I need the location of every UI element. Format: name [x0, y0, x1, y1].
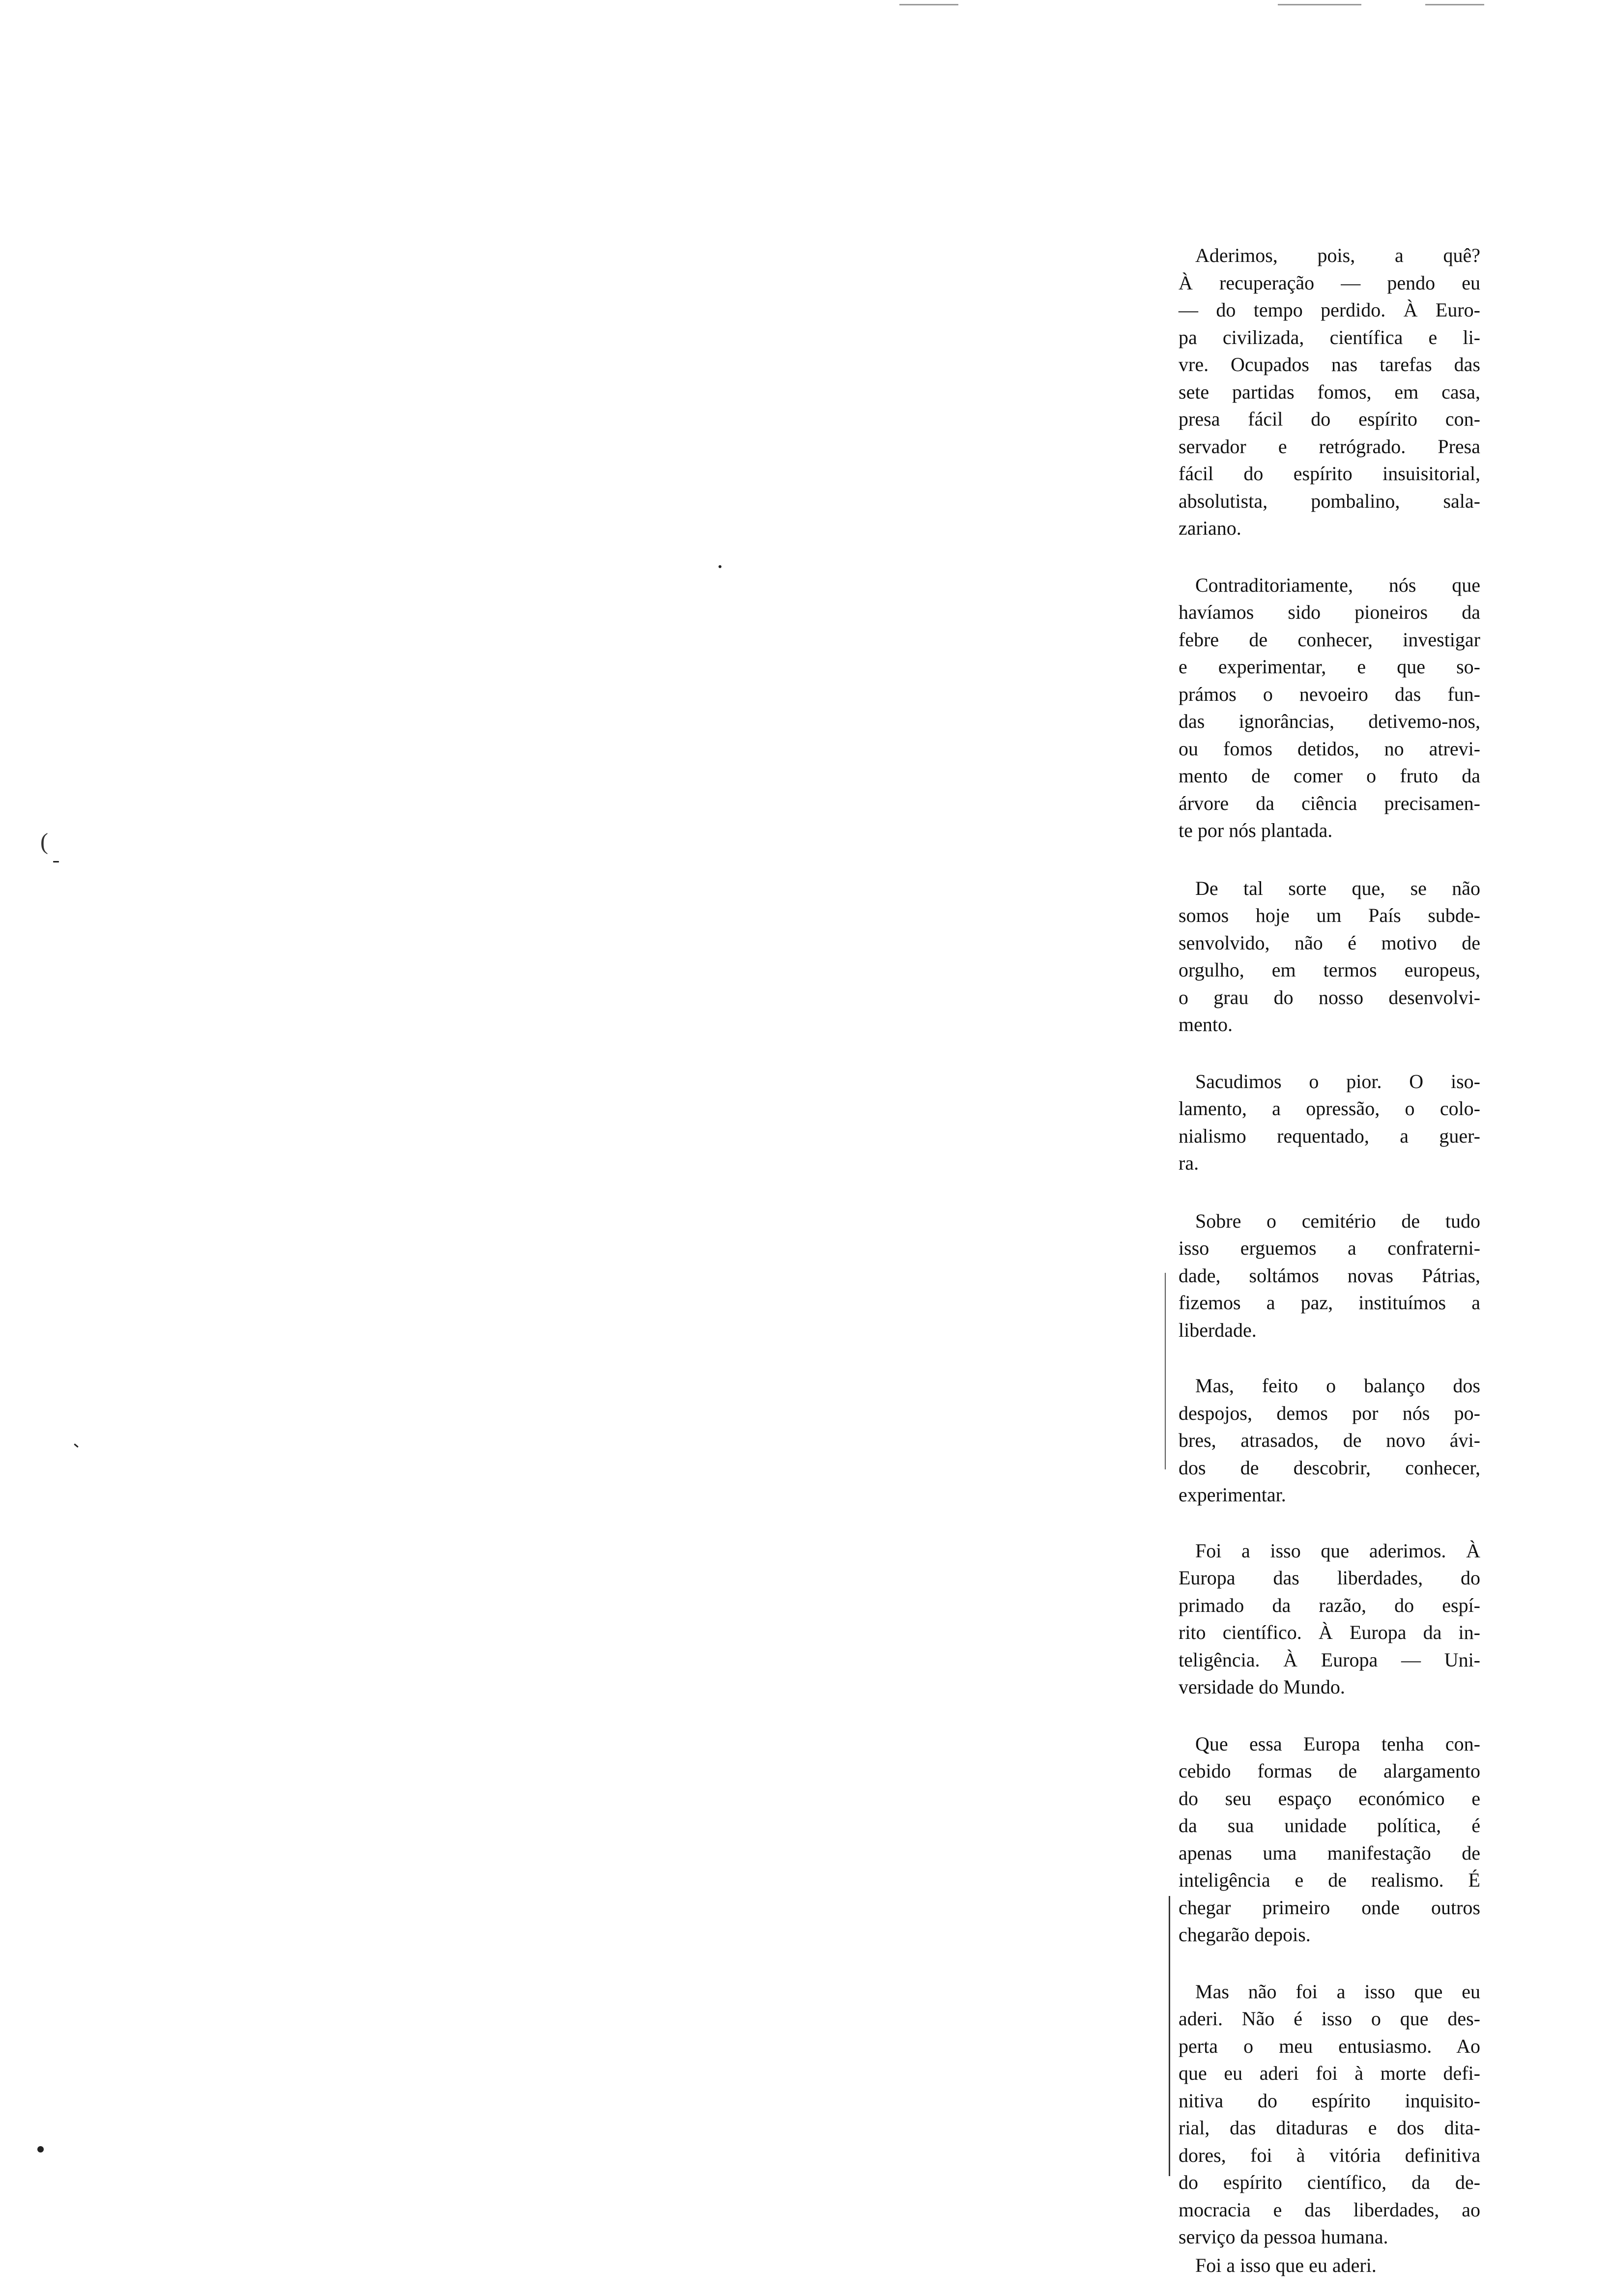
text-line: vre. Ocupados nas tarefas das: [1179, 353, 1480, 375]
text-line: despojos, demos por nós po-: [1179, 1402, 1480, 1424]
text-line: das ignorâncias, detivemo-nos,: [1179, 710, 1480, 732]
text-line: fizemos a paz, instituímos a: [1179, 1292, 1480, 1314]
text-line: — do tempo perdido. À Euro-: [1179, 299, 1480, 321]
text-line: mocracia e das liberdades, ao: [1179, 2198, 1480, 2221]
text-line: absolutista, pombalino, sala-: [1179, 489, 1480, 512]
text-line: mento de comer o fruto da: [1179, 765, 1480, 787]
article-column: [1179, 242, 1480, 2279]
scan-edge-line: [1278, 4, 1361, 5]
text-line: perta o meu entusiasmo. Ao: [1179, 2035, 1480, 2057]
text-line: ou fomos detidos, no atrevi-: [1179, 737, 1480, 760]
text-line: rito científico. À Europa da in-: [1179, 1621, 1480, 1643]
text-line: senvolvido, não é motivo de: [1179, 931, 1480, 954]
text-line: nitiva do espírito inquisito-: [1179, 2089, 1480, 2112]
scan-speck: [719, 565, 721, 568]
text-line: Sacudimos o pior. O iso-: [1195, 1070, 1480, 1092]
text-line: Contraditoriamente, nós que: [1195, 574, 1480, 596]
text-line: zariano.: [1179, 517, 1241, 539]
text-line: pa civilizada, científica e li-: [1179, 326, 1480, 348]
text-line: Mas, feito o balanço dos: [1195, 1375, 1480, 1397]
text-line: Europa das liberdades, do: [1179, 1567, 1480, 1589]
text-line: Que essa Europa tenha con-: [1195, 1732, 1480, 1755]
text-line: dade, soltámos novas Pátrias,: [1179, 1264, 1480, 1287]
text-line: aderi. Não é isso o que des-: [1179, 2008, 1480, 2030]
scan-speck: [53, 861, 59, 862]
text-line: do seu espaço económico e: [1179, 1787, 1480, 1809]
text-line: rial, das ditaduras e dos dita-: [1179, 2117, 1480, 2139]
scan-edge-line: [899, 4, 958, 5]
text-line: somos hoje um País subde-: [1179, 904, 1480, 926]
text-line: chegar primeiro onde outros: [1179, 1896, 1480, 1919]
text-line: inteligência e de realismo. É: [1179, 1869, 1480, 1891]
text-line: o grau do nosso desenvolvi-: [1179, 986, 1480, 1008]
text-line: orgulho, em termos europeus,: [1179, 959, 1480, 981]
text-line: árvore da ciência precisamen-: [1179, 792, 1480, 814]
text-line: havíamos sido pioneiros da: [1179, 601, 1480, 623]
text-line: dos de descobrir, conhecer,: [1179, 1456, 1480, 1479]
text-line: bres, atrasados, de novo ávi-: [1179, 1429, 1480, 1451]
text-line: lamento, a opressão, o colo-: [1179, 1097, 1480, 1119]
text-line: Foi a isso que eu aderi.: [1195, 2254, 1377, 2276]
text-line: servador e retrógrado. Presa: [1179, 435, 1480, 458]
text-line: teligência. À Europa — Uni-: [1179, 1648, 1480, 1671]
text-line: primado da razão, do espí-: [1179, 1594, 1480, 1616]
article-paragraph: [1179, 1207, 1480, 1344]
article-paragraph: [1179, 1978, 1480, 2251]
text-line: serviço da pessoa humana.: [1179, 2226, 1388, 2248]
column-margin-rule: [1165, 1273, 1166, 1469]
text-line: sete partidas fomos, em casa,: [1179, 380, 1480, 403]
text-line: presa fácil do espírito con-: [1179, 408, 1480, 430]
text-line: ra.: [1179, 1152, 1199, 1174]
text-line: cebido formas de alargamento: [1179, 1760, 1480, 1782]
article-paragraph: [1179, 572, 1480, 844]
text-line: que eu aderi foi à morte defi-: [1179, 2062, 1480, 2084]
article-paragraph: [1179, 1372, 1480, 1509]
text-line: chegarão depois.: [1179, 1923, 1311, 1946]
text-line: apenas uma manifestação de: [1179, 1841, 1480, 1864]
text-line: te por nós plantada.: [1179, 819, 1333, 841]
text-line: prámos o nevoeiro das fun-: [1179, 683, 1480, 705]
column-margin-rule: [1169, 1896, 1170, 2176]
text-line: Mas não foi a isso que eu: [1195, 1980, 1480, 2003]
article-paragraph: [1179, 1730, 1480, 1949]
article-paragraph: [1179, 1068, 1480, 1177]
text-line: De tal sorte que, se não: [1195, 877, 1480, 899]
text-line: experimentar.: [1179, 1484, 1286, 1506]
text-line: dores, foi à vitória definitiva: [1179, 2144, 1480, 2166]
text-line: versidade do Mundo.: [1179, 1676, 1345, 1698]
scan-speck: [74, 1443, 79, 1448]
text-line: e experimentar, e que so-: [1179, 656, 1480, 678]
article-paragraph: [1179, 1537, 1480, 1701]
scan-mark: (: [40, 829, 48, 855]
text-line: febre de conhecer, investigar: [1179, 628, 1480, 651]
text-line: nialismo requentado, a guer-: [1179, 1124, 1480, 1147]
text-line: liberdade.: [1179, 1319, 1257, 1341]
article-paragraph: [1179, 2252, 1480, 2279]
scan-speck: [37, 2146, 44, 2152]
text-line: do espírito científico, da de-: [1179, 2171, 1480, 2193]
text-line: da sua unidade política, é: [1179, 1814, 1480, 1837]
text-line: Foi a isso que aderimos. À: [1195, 1539, 1480, 1562]
text-line: isso erguemos a confraterni-: [1179, 1237, 1480, 1259]
scan-edge-line: [1425, 4, 1484, 5]
text-line: Sobre o cemitério de tudo: [1195, 1209, 1480, 1232]
article-paragraph: [1179, 875, 1480, 1038]
text-line: À recuperação — pendo eu: [1179, 271, 1480, 294]
text-line: Aderimos, pois, a quê?: [1195, 244, 1480, 266]
article-paragraph: [1179, 242, 1480, 542]
text-line: mento.: [1179, 1013, 1233, 1035]
text-line: fácil do espírito insuisitorial,: [1179, 462, 1480, 485]
